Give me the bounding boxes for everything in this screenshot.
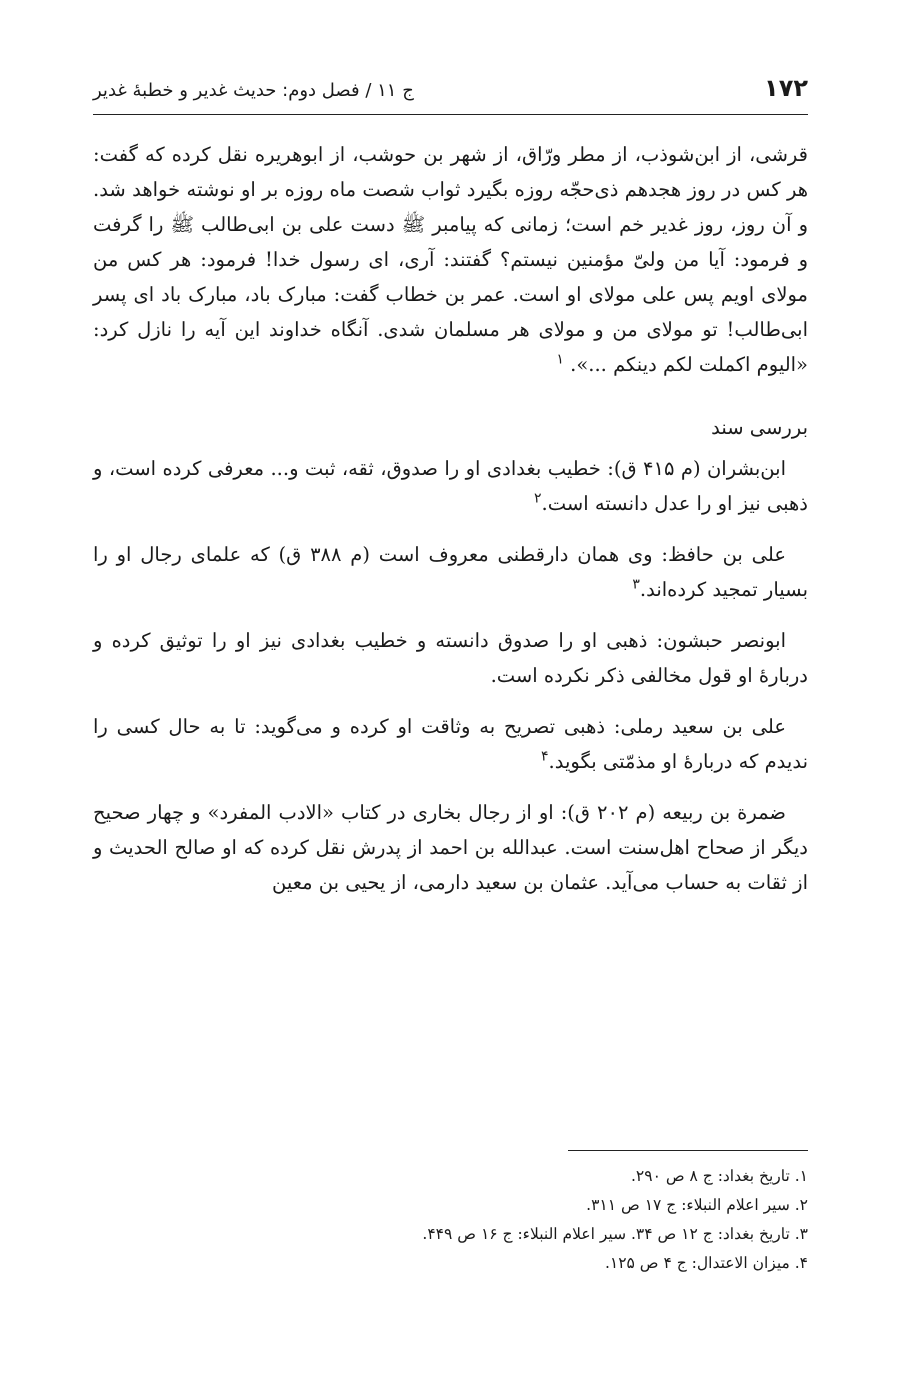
footnote-ref: ۱ — [556, 351, 564, 368]
narrator-paragraph — [93, 795, 808, 900]
footnote: ۲. سیر اعلام النبلاء: ج ۱۷ ص ۳۱۱. — [586, 1196, 808, 1214]
narrator-paragraph — [93, 451, 808, 521]
narrator-text: ضمرة بن ربیعه (م ۲۰۲ ق): او از رجال بخاری در کتاب «الادب المفرد» و چهار صحیح دیگر از صحاح اهل‌سنت است. عبدالله بن احمد از پدرش نقل کرده که او صالح الحدیث و از ثقات به حساب می‌آید. عثمان بن سعید دارمی، از یحیی بن معین — [93, 801, 808, 894]
footnote-ref: ۲ — [534, 490, 542, 507]
page-number: ۱۷۲ — [764, 74, 808, 102]
running-title: ج ۱۱ / فصل دوم: حدیث غدیر و خطبهٔ غدیر — [93, 80, 414, 101]
footnote-divider — [568, 1150, 808, 1151]
footnote: ۳. تاریخ بغداد: ج ۱۲ ص ۳۴. سیر اعلام النبلاء: ج ۱۶ ص ۴۴۹. — [422, 1225, 808, 1243]
section-heading: بررسی سند — [711, 416, 808, 439]
book-page — [93, 70, 808, 1370]
narrator-paragraph — [93, 709, 808, 779]
page-header — [93, 70, 808, 115]
narrator-text: ابونصر حبشون: ذهبی او را صدوق دانسته و خطیب بغدادی نیز او را توثیق کرده و دربارهٔ او قول مخالفی ذکر نکرده است. — [93, 629, 808, 687]
footnote: ۱. تاریخ بغداد: ج ۸ ص ۲۹۰. — [630, 1167, 808, 1185]
footnotes — [93, 1162, 808, 1278]
narrator-text: علی بن حافظ: وی همان دارقطنی معروف است (م ۳۸۸ ق) که علمای رجال او را بسیار تمجید کرده‌اند. — [93, 543, 808, 601]
hadith-text: قرشی، از ابن‌شوذب، از مطر ورّاق، از شهر بن حوشب، از ابوهریره نقل کرده که گفت: هر کس در روز هجدهم ذی‌حجّه روزه بگیرد ثواب شصت ماه روزه بر او نوشته خواهد شد. و آن روز، روز غدیر خم است؛ زمانی که پیامبر ﷺ دست علی بن ابی‌طالب ﷺ را گرفت و فرمود: آیا من ولیّ مؤمنین نیستم؟ گفتند: آری، ای رسول خدا! فرمود: هر کس من مولای اویم پس علی مولای او است. عمر بن خطاب گفت: مبارک باد، مبارک باد ای پسر ابی‌طالب! تو مولای من و مولای هر مسلمان شدی. آنگاه خداوند این آیه را نازل کرد: «الیوم اکملت لکم دینکم ...». — [93, 143, 808, 376]
narrator-text: ابن‌بشران (م ۴۱۵ ق): خطیب بغدادی او را صدوق، ثقه، ثبت و... معرفی کرده است، و ذهبی نیز او را عدل دانسته است. — [93, 457, 808, 515]
hadith-paragraph — [93, 137, 808, 382]
footnote-ref: ۴ — [541, 748, 549, 765]
narrator-paragraph — [93, 623, 808, 693]
main-text — [93, 137, 808, 900]
footnote: ۴. میزان الاعتدال: ج ۴ ص ۱۲۵. — [604, 1254, 808, 1272]
footnote-ref: ۳ — [632, 576, 640, 593]
narrator-text: علی بن سعید رملی: ذهبی تصریح به وثاقت او کرده و می‌گوید: تا به حال کسی را ندیدم که دربارهٔ او مذمّتی بگوید. — [93, 715, 808, 773]
narrator-paragraph — [93, 537, 808, 607]
